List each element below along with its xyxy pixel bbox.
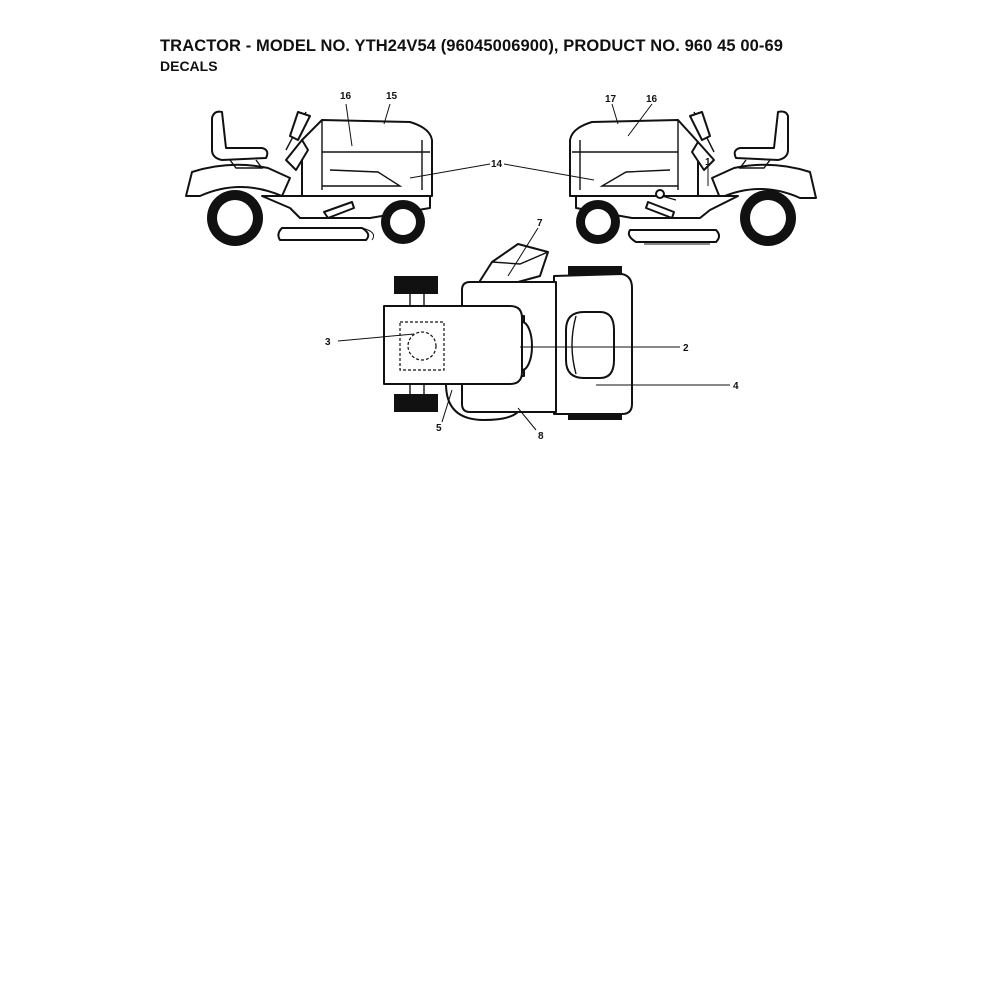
seat-top: [566, 312, 614, 378]
callout-5: 5: [436, 423, 442, 434]
seat: [735, 112, 788, 161]
callout-1: 1: [705, 157, 711, 168]
hood-top: [384, 306, 522, 384]
callout-16: 16: [340, 91, 352, 102]
mower-deck: [629, 230, 719, 242]
callout-15: 15: [386, 91, 398, 102]
page-subtitle: DECALS: [160, 58, 218, 74]
callout-14: 14: [491, 159, 503, 170]
front-tire-right: [394, 394, 438, 412]
seat: [212, 112, 267, 160]
tractor-right-side-view: [570, 112, 816, 247]
page-title: TRACTOR - MODEL NO. YTH24V54 (96045006900), PRODUCT NO. 960 45 00-69: [160, 37, 784, 55]
callout-4: 4: [733, 381, 739, 392]
front-tire-left: [394, 276, 438, 294]
mower-deck: [278, 228, 368, 240]
callout-3: 3: [325, 337, 331, 348]
callout-17: 17: [605, 94, 617, 105]
hood: [570, 120, 698, 196]
tractor-left-side-view: [186, 112, 432, 246]
callout-7: 7: [537, 218, 543, 229]
callout-8: 8: [538, 431, 544, 442]
tractor-top-view: [384, 244, 632, 420]
callout-16-right: 16: [646, 94, 658, 105]
callout-2: 2: [683, 343, 689, 354]
